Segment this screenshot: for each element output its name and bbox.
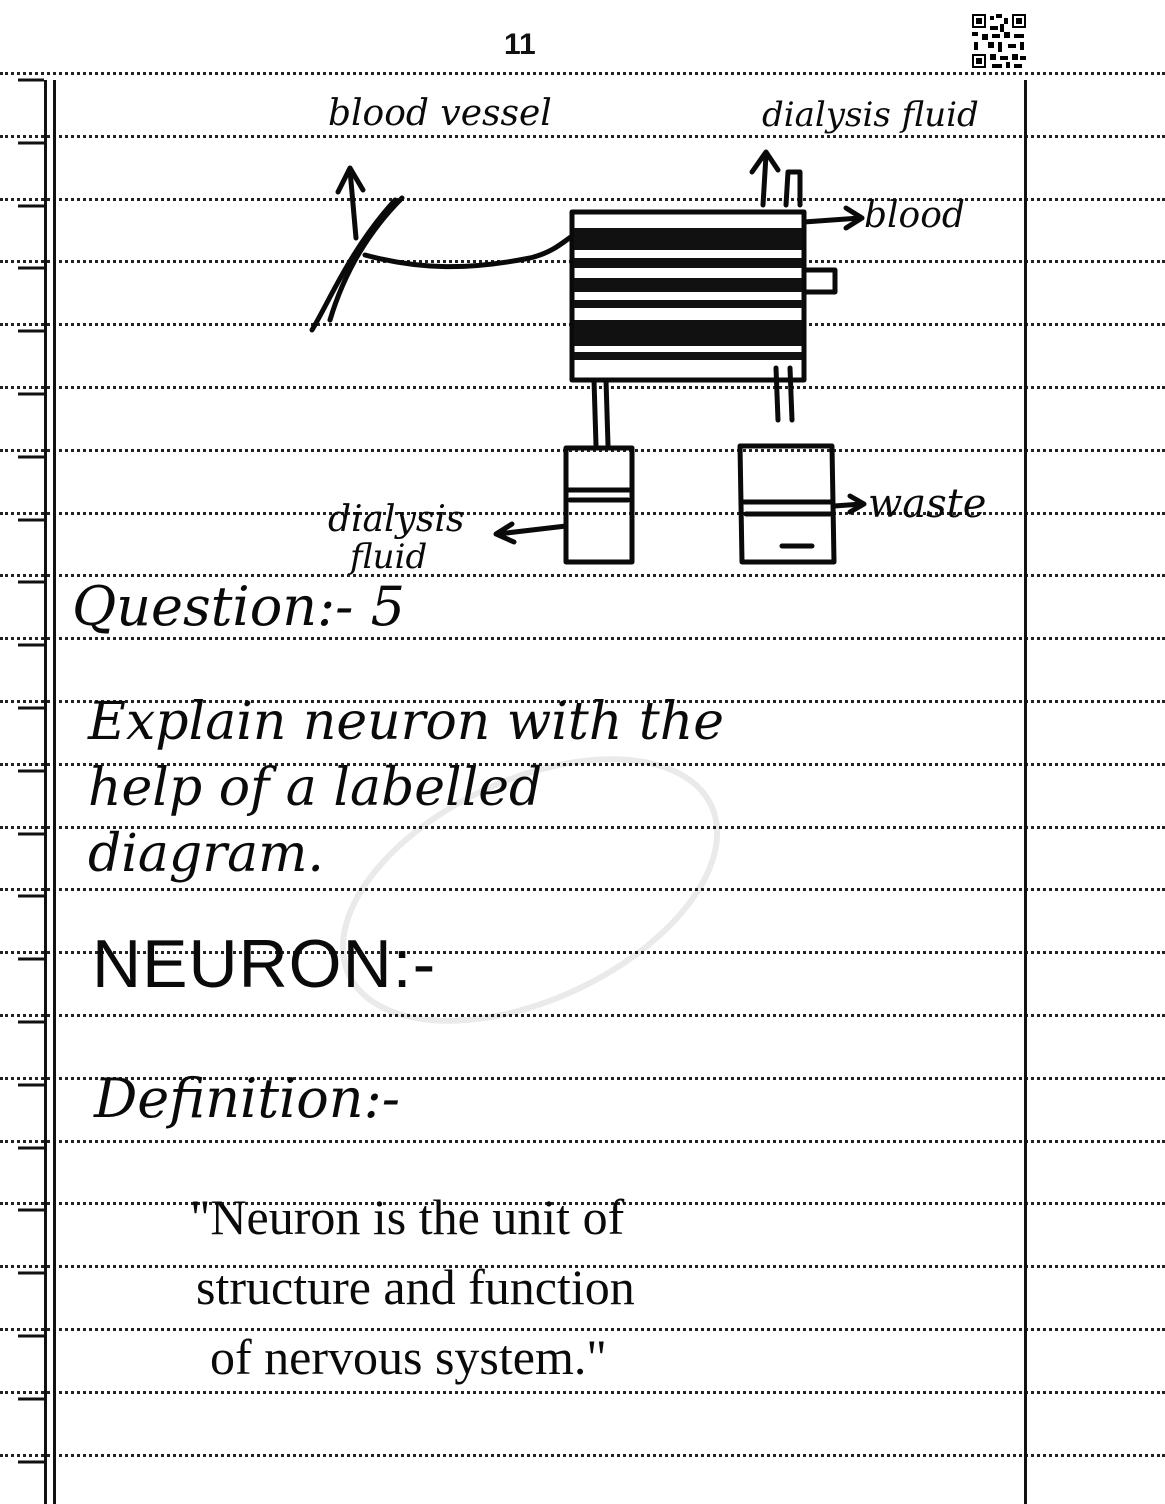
page-number: 11	[504, 28, 536, 61]
ruled-line	[0, 1454, 1165, 1457]
left-beaker	[566, 448, 632, 562]
question-prompt-line-1: Explain neuron with the	[88, 692, 725, 752]
question-heading: Question:- 5	[72, 575, 405, 638]
blood-outlet-arrow	[804, 218, 860, 222]
dialysis-diagram	[0, 0, 1165, 620]
definition-heading: Definition:-	[94, 1067, 401, 1130]
label-dialysis-fluid-bottom-1: dialysis	[328, 499, 465, 540]
label-blood-vessel: blood vessel	[328, 93, 552, 134]
answer-title: NEURON:-	[92, 926, 437, 1002]
question-prompt-line-3: diagram.	[88, 824, 324, 884]
label-dialysis-fluid-top: dialysis fluid	[762, 95, 979, 135]
definition-line-1: "Neuron is the unit of	[190, 1189, 625, 1245]
definition-line-2: structure and function	[196, 1259, 635, 1315]
ruled-line	[0, 1140, 1165, 1143]
label-blood: blood	[864, 195, 965, 236]
inlet-tube	[365, 232, 578, 267]
ruled-line	[0, 1391, 1165, 1394]
label-waste: waste	[868, 481, 987, 527]
watermark-seal	[300, 740, 760, 1040]
definition-line-3: of nervous system."	[210, 1329, 607, 1385]
question-prompt-line-2: help of a labelled	[88, 758, 543, 818]
label-dialysis-fluid-bottom-2: fluid	[350, 537, 428, 577]
